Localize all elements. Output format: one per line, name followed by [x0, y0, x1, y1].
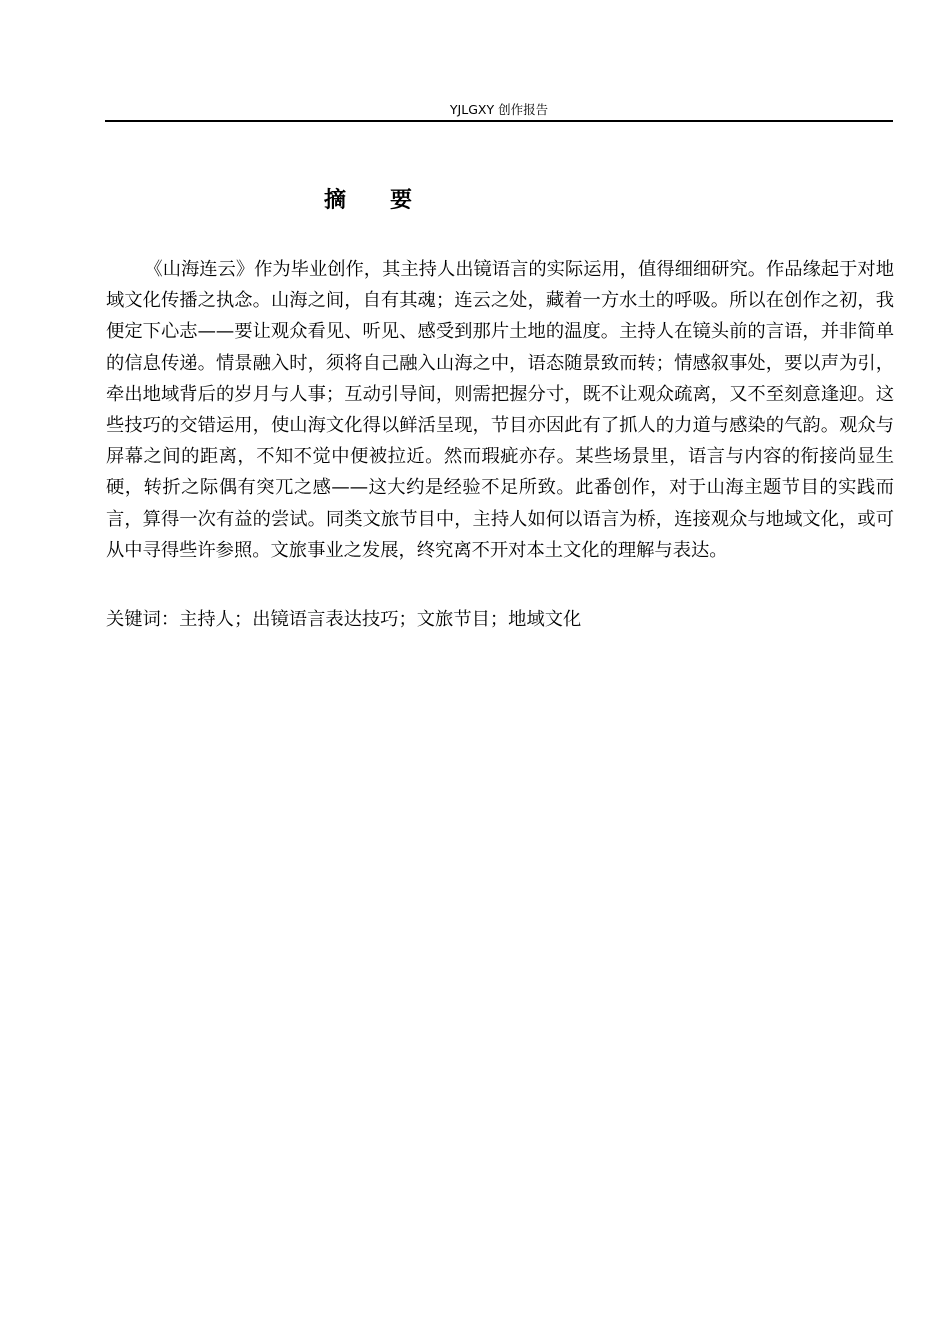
header-rule — [105, 120, 893, 122]
header-text: YJLGXY 创作报告 — [449, 102, 549, 117]
abstract-body: 《山海连云》作为毕业创作，其主持人出镜语言的实际运用，值得细细研究。作品缘起于对地域文化传播之执念。山海之间，自有其魂；连云之处，藏着一方水土的呼吸。所以在创作之初，我便定下心志——要让观众看见、听见、感受到那片土地的温度。主持人在镜头前的言语，并非简单的信息传递。情景融入时，须将自己融入山海之中，语态随景致而转；情感叙事处，要以声为引，牵出地域背后的岁月与人事；互动引导间，则需把握分寸，既不让观众疏离，又不至刻意逢迎。这些技巧的交错运用，使山海文化得以鲜活呈现，节目亦因此有了抓人的力道与感染的气韵。观众与屏幕之间的距离，不知不觉中便被拉近。然而瑕疵亦存。某些场景里，语言与内容的衔接尚显生硬，转折之际偶有突兀之感——这大约是经验不足所致。此番创作，对于山海主题节目的实践而言，算得一次有益的尝试。同类文旅节目中，主持人如何以语言为桥，连接观众与地域文化，或可从中寻得些许参照。文旅事业之发展，终究离不开对本土文化的理解与表达。 — [106, 259, 894, 561]
page-header — [105, 101, 893, 122]
abstract-title: 摘要 — [323, 188, 456, 213]
keywords: 关键词：主持人；出镜语言表达技巧；文旅节目；地域文化 — [106, 609, 582, 630]
